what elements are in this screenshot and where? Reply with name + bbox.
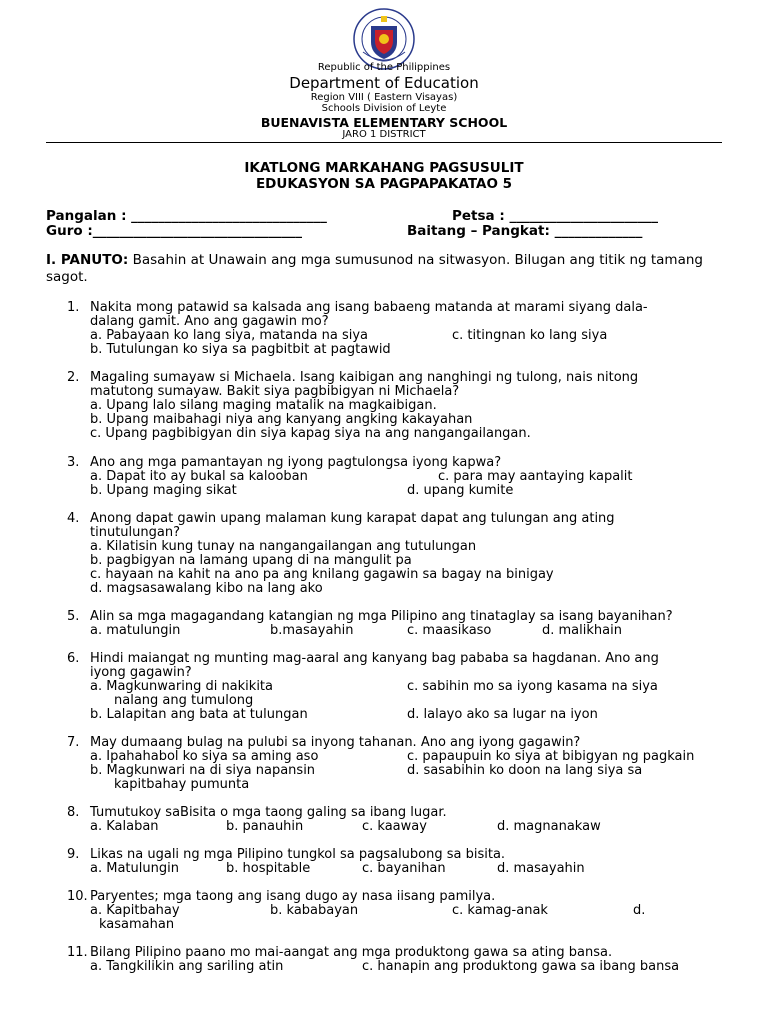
question-number: 2. xyxy=(67,370,80,385)
guro-field[interactable]: Guro :_______________________________ xyxy=(46,223,302,239)
option-d[interactable]: d. sasabihin ko doon na lang siya sa xyxy=(407,763,643,778)
question-text: May dumaang bulag na pulubi sa inyong tahanan. Ano ang iyong gagawin? xyxy=(90,735,581,750)
department-line: Department of Education xyxy=(289,74,479,92)
option-d[interactable]: d. upang kumite xyxy=(407,483,514,498)
option-d[interactable]: d. magnanakaw xyxy=(497,819,601,834)
option-a[interactable]: a. Matulungin xyxy=(90,861,179,876)
question-text: dalang gamit. Ano ang gagawin mo? xyxy=(90,314,329,329)
option-b[interactable]: b. panauhin xyxy=(226,819,304,834)
baitang-pangkat-field[interactable]: Baitang – Pangkat: _____________ xyxy=(407,223,643,239)
subject-title: EDUKASYON SA PAGPAPAKATAO 5 xyxy=(255,176,513,192)
instructions-text: Basahin at Unawain ang mga sumusunod na sitwasyon. Bilugan ang titik ng tamang sagot. xyxy=(46,252,703,285)
question-text: matutong sumayaw. Bakit siya pagbibigyan ni Michaela? xyxy=(90,384,460,399)
option-d[interactable]: d. magsasawalang kibo na lang ako xyxy=(90,581,323,596)
option-a[interactable]: a. Upang lalo silang maging matalik na magkaibigan. xyxy=(90,398,437,413)
region-line: Region VIII ( Eastern Visayas) xyxy=(310,92,458,103)
option-b[interactable]: b. Lalapitan ang bata at tulungan xyxy=(90,707,308,722)
option-d[interactable]: d. masayahin xyxy=(497,861,585,876)
question-number: 6. xyxy=(67,651,80,666)
option-d[interactable]: d. xyxy=(633,903,646,918)
option-d[interactable]: d. lalayo ako sa lugar na iyon xyxy=(407,707,598,722)
option-a[interactable]: a. Tangkilikin ang sariling atin xyxy=(90,959,284,974)
option-c[interactable]: c. titingnan ko lang siya xyxy=(452,328,608,343)
option-c[interactable]: c. para may aantaying kapalit xyxy=(438,469,633,484)
header-divider xyxy=(46,142,722,143)
option-c[interactable]: c. hayaan na kahit na ano pa ang knilang gagawin sa bagay na binigay xyxy=(90,567,554,582)
question-number: 9. xyxy=(67,847,80,862)
option-c[interactable]: c. hanapin ang produktong gawa sa ibang bansa xyxy=(362,959,680,974)
question-text: Likas na ugali ng mga Pilipino tungkol sa pagsalubong sa bisita. xyxy=(90,847,506,862)
option-a[interactable]: a. Kalaban xyxy=(90,819,159,834)
petsa-field[interactable]: Petsa : ______________________ xyxy=(452,208,658,224)
instructions-label: I. PANUTO: xyxy=(46,252,129,268)
question-text: Hindi maiangat ng munting mag-aaral ang kanyang bag pababa sa hagdanan. Ano ang xyxy=(90,651,659,666)
question-text: Paryentes; mga taong ang isang dugo ay nasa iisang pamilya. xyxy=(90,889,496,904)
option-c[interactable]: c. kaaway xyxy=(362,819,427,834)
division-line: Schools Division of Leyte xyxy=(321,103,447,114)
instructions xyxy=(46,252,726,286)
option-b[interactable]: b. Upang maging sikat xyxy=(90,483,237,498)
question-number: 4. xyxy=(67,511,80,526)
option-a[interactable]: a. Ipahahabol ko siya sa aming aso xyxy=(90,749,319,764)
question-number: 1. xyxy=(67,300,80,315)
option-b[interactable]: b. kababayan xyxy=(270,903,359,918)
option-b[interactable]: b. hospitable xyxy=(226,861,311,876)
republic-line: Republic of the Philippines xyxy=(317,62,451,73)
question-text: Alin sa mga magagandang katangian ng mga Pilipino ang tinataglay sa isang bayanihan? xyxy=(90,609,673,624)
option-c[interactable]: c. bayanihan xyxy=(362,861,446,876)
option-c-continued[interactable]: nalang ang tumulong xyxy=(114,693,254,708)
exam-title: IKATLONG MARKAHANG PAGSUSULIT xyxy=(244,160,524,176)
option-b[interactable]: b. pagbigyan na lamang upang di na mangulit pa xyxy=(90,553,412,568)
option-c[interactable]: c. sabihin mo sa iyong kasama na siya xyxy=(407,679,658,694)
question-text: Nakita mong patawid sa kalsada ang isang babaeng matanda at marami siyang dala- xyxy=(90,300,648,315)
question-text: Anong dapat gawin upang malaman kung karapat dapat ang tulungan ang ating xyxy=(90,511,615,526)
question-text: tinutulungan? xyxy=(90,525,180,540)
option-c[interactable]: c. papaupuin ko siya at bibigyan ng pagkain xyxy=(407,749,695,764)
option-d[interactable]: d. malikhain xyxy=(542,623,622,638)
question-text: Magaling sumayaw si Michaela. Isang kaibigan ang nanghingi ng tulong, nais nitong xyxy=(90,370,639,385)
question-number: 3. xyxy=(67,455,80,470)
district-line: JARO 1 DISTRICT xyxy=(342,129,426,140)
option-b[interactable]: b. Magkunwari na di siya napansin xyxy=(90,763,316,778)
option-b[interactable]: b. Tutulungan ko siya sa pagbitbit at pagtawid xyxy=(90,342,391,357)
option-b[interactable]: b.masayahin xyxy=(270,623,354,638)
option-c[interactable]: c. maasikaso xyxy=(407,623,492,638)
option-a[interactable]: a. Dapat ito ay bukal sa kalooban xyxy=(90,469,308,484)
option-a[interactable]: a. Pabayaan ko lang siya, matanda na siya xyxy=(90,328,368,343)
school-name: BUENAVISTA ELEMENTARY SCHOOL xyxy=(260,115,508,130)
question-text: iyong gagawin? xyxy=(90,665,192,680)
question-number: 7. xyxy=(67,735,80,750)
option-d-continued[interactable]: kasamahan xyxy=(99,917,175,932)
pangalan-field[interactable]: Pangalan : _____________________________ xyxy=(46,208,327,224)
question-text: Bilang Pilipino paano mo mai-aangat ang mga produktong gawa sa ating bansa. xyxy=(90,945,613,960)
question-number: 11. xyxy=(67,945,88,960)
question-number: 10. xyxy=(67,889,88,904)
option-b[interactable]: b. Upang maibahagi niya ang kanyang angking kakayahan xyxy=(90,412,473,427)
option-b-continued[interactable]: kapitbahay pumunta xyxy=(114,777,250,792)
question-text: Ano ang mga pamantayan ng iyong pagtulongsa iyong kapwa? xyxy=(90,455,502,470)
option-c[interactable]: c. kamag-anak xyxy=(452,903,548,918)
option-a[interactable]: a. Kilatisin kung tunay na nangangailangan ang tutulungan xyxy=(90,539,477,554)
deped-seal-logo xyxy=(351,8,417,70)
option-c[interactable]: c. Upang pagbibigyan din siya kapag siya na ang nangangailangan. xyxy=(90,426,531,441)
option-a[interactable]: a. matulungin xyxy=(90,623,181,638)
option-a[interactable]: a. Kapitbahay xyxy=(90,903,180,918)
question-number: 5. xyxy=(67,609,80,624)
question-text: Tumutukoy saBisita o mga taong galing sa ibang lugar. xyxy=(90,805,447,820)
option-a[interactable]: a. Magkunwaring di nakikita xyxy=(90,679,273,694)
question-number: 8. xyxy=(67,805,80,820)
